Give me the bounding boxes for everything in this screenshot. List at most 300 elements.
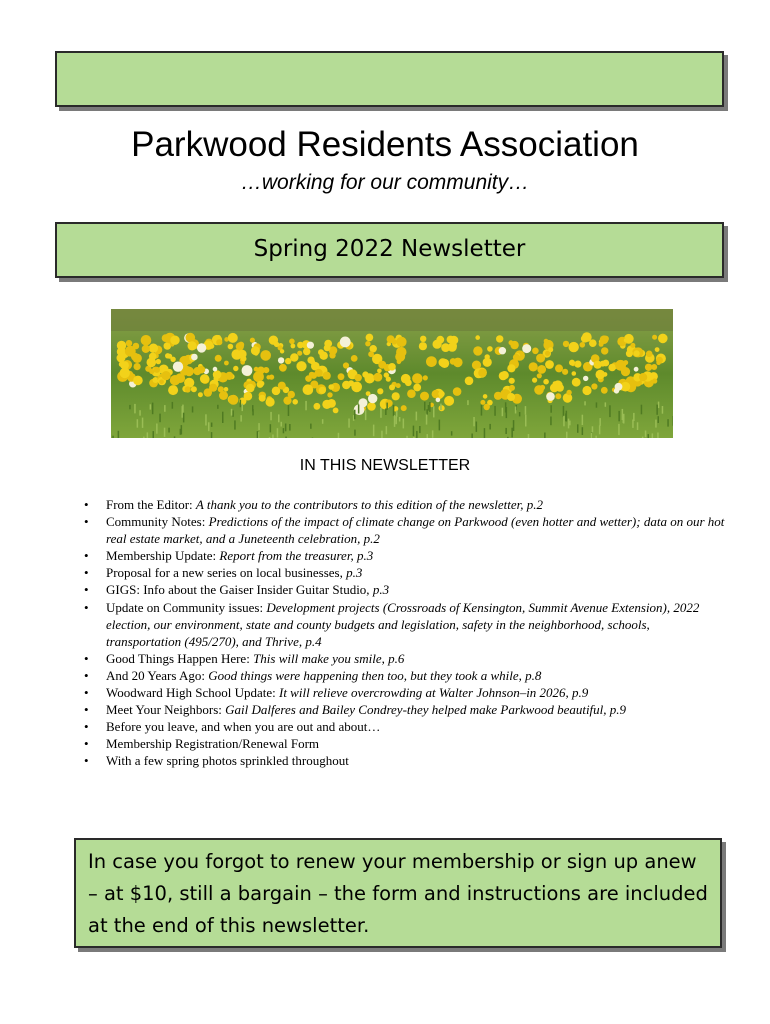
daffodil-blossom (499, 347, 506, 354)
daffodil-blossom (366, 334, 374, 342)
daffodil-blossom (634, 350, 640, 356)
grass-blade (622, 409, 624, 420)
grass-blade (182, 406, 184, 418)
daffodil-blossom (329, 352, 335, 358)
grass-blade (502, 408, 504, 417)
grass-blade (596, 402, 598, 407)
daffodil-blossom (121, 361, 129, 369)
daffodil-blossom (291, 344, 296, 349)
toc-item-detail: This will make you smile, p.6 (253, 650, 405, 666)
toc-item-lead: Community Notes: (106, 514, 209, 530)
daffodil-blossom (228, 344, 234, 350)
grass-blade (655, 420, 657, 428)
grass-blade (288, 405, 290, 416)
issue-title: Spring 2022 Newsletter (253, 236, 526, 262)
toc-list (80, 496, 726, 770)
daffodil-blossom (580, 342, 586, 348)
daffodil-blossom (438, 391, 444, 397)
grass-blade (618, 411, 620, 421)
toc-item (106, 581, 726, 598)
grass-blade (505, 428, 507, 434)
toc-item-detail: Predictions of the impact of climate change on Parkwood (even hotter and wetter); data on our hot real estate market, and a Juneteenth celebration, p.2 (106, 514, 725, 547)
daffodil-blossom (507, 364, 515, 372)
daffodil-blossom (263, 367, 269, 373)
grass-blade (234, 420, 236, 429)
daffodil-blossom (483, 394, 488, 399)
daffodil-blossom (384, 372, 389, 377)
daffodil-blossom (133, 343, 140, 350)
daffodil-blossom (319, 387, 326, 394)
daffodil-blossom (318, 349, 324, 355)
daffodil-blossom (185, 386, 191, 392)
grass-blade (641, 405, 643, 415)
grass-blade (656, 405, 658, 415)
grass-blade (673, 416, 674, 426)
daffodil-blossom (314, 403, 321, 410)
daffodil-blossom (200, 374, 209, 383)
daffodil-blossom (170, 336, 179, 345)
grass-blade (399, 417, 401, 422)
grass-blade (591, 433, 593, 438)
daffodil-blossom (529, 362, 538, 371)
toc-item-detail: Gail Dalferes and Bailey Condrey-they helped make Parkwood beautiful, p.9 (225, 702, 627, 718)
grass-blade (386, 426, 388, 434)
daffodil-blossom (213, 367, 218, 372)
daffodil-blossom (292, 399, 298, 405)
grass-blade (183, 413, 185, 423)
page-title: Parkwood Residents Association (131, 125, 639, 164)
daffodil-blossom (296, 361, 306, 371)
daffodil-blossom (509, 378, 515, 384)
daffodil-blossom (188, 341, 197, 350)
grass-blade (595, 436, 597, 438)
daffodil-blossom (563, 341, 569, 347)
daffodil-blossom (473, 346, 482, 355)
grass-blade (386, 403, 388, 410)
grass-blade (550, 417, 552, 426)
toc-item-lead: Membership Update: (106, 548, 220, 564)
grass-blade (232, 410, 234, 416)
grass-blade (354, 410, 356, 420)
toc-item-detail: Report from the treasurer, p.3 (219, 548, 374, 564)
daffodil-blossom (254, 367, 259, 372)
daffodil-blossom (603, 336, 609, 342)
daffodil-blossom (225, 372, 233, 380)
daffodil-blossom (509, 385, 515, 391)
grass-blade (393, 405, 395, 416)
daffodil-blossom (401, 374, 411, 384)
daffodil-blossom (419, 342, 427, 350)
toc-item-lead: Good Things Happen Here: (106, 650, 254, 666)
grass-blade (494, 406, 496, 416)
daffodil-blossom (224, 387, 229, 392)
toc-item-lead: Before you leave, and when you are out and about… (106, 719, 381, 735)
toc-item-lead: GIGS: Info about the Gaiser Insider Guitar Studio, (106, 582, 373, 598)
daffodil-blossom (250, 338, 255, 343)
daffodil-blossom (550, 384, 559, 393)
daffodil-blossom (351, 355, 358, 362)
grass-blade (112, 436, 114, 438)
daffodil-blossom (159, 380, 164, 385)
grass-blade (137, 419, 139, 428)
daffodil-blossom (465, 377, 474, 386)
daffodil-blossom (279, 364, 287, 372)
grass-blade (211, 423, 213, 427)
toc-item-lead: Membership Registration/Renewal Form (106, 736, 320, 752)
grass-blade (205, 414, 207, 425)
toc-heading: IN THIS NEWSLETTER (299, 457, 471, 474)
daffodil-blossom (532, 378, 537, 383)
daffodil-blossom (555, 393, 561, 399)
toc-item (106, 547, 726, 564)
grass-blade (174, 436, 176, 438)
grass-blade (159, 414, 161, 423)
grass-blade (440, 404, 442, 410)
daffodil-blossom (377, 369, 382, 374)
grass-blade (599, 418, 601, 426)
toc-item-lead: Proposal for a new series on local businesses, (106, 565, 347, 581)
grass-blade (380, 408, 382, 418)
toc-item (106, 564, 726, 581)
daffodil-blossom (444, 396, 454, 406)
daffodil-blossom (303, 384, 314, 395)
daffodil-blossom (536, 354, 545, 363)
daffodil-blossom (154, 367, 160, 373)
grass-blade (428, 405, 430, 411)
daffodil-blossom (412, 373, 422, 383)
daffodil-blossom (280, 349, 284, 353)
daffodil-blossom (555, 364, 563, 372)
toc-item-detail: Development projects (Crossroads of Kensington, Summit Avenue Extension), 2022 election, our environment, state and county budgets and legislation, safety in the neighborhood, schools, transportation (495/270), and Thrive, p.4 (106, 599, 700, 649)
toc-item (106, 650, 726, 667)
grass-blade (172, 402, 174, 409)
daffodil-blossom (396, 337, 406, 347)
toc-item (106, 701, 726, 718)
tagline: …working for our community… (240, 171, 530, 194)
daffodil-blossom (392, 392, 400, 400)
daffodil-blossom (162, 371, 171, 380)
grass-blade (645, 431, 647, 438)
grass-blade (278, 414, 280, 422)
grass-blade (139, 410, 141, 416)
daffodil-blossom (285, 358, 291, 364)
grass-blade (507, 437, 509, 438)
grass-blade (258, 423, 260, 430)
daffodil-blossom (355, 374, 362, 381)
grass-blade (348, 419, 350, 428)
daffodil-blossom (426, 356, 437, 367)
grass-blade (667, 419, 669, 426)
grass-blade (605, 402, 607, 406)
daffodil-blossom (368, 394, 377, 403)
grass-blade (568, 419, 570, 429)
daffodil-blossom (507, 393, 515, 401)
daffodil-blossom (266, 397, 275, 406)
daffodil-blossom (338, 373, 345, 380)
daffodil-blossom (646, 351, 653, 358)
toc-item-detail: p.3 (346, 565, 363, 581)
daffodil-blossom (615, 360, 626, 371)
grass-blade (257, 431, 259, 438)
daffodil-blossom (297, 351, 302, 356)
grass-blade (354, 430, 356, 436)
daffodil-blossom (374, 373, 383, 382)
daffodil-blossom (149, 369, 154, 374)
grass-blade (582, 427, 584, 435)
grass-blade (519, 412, 521, 416)
daffodil-blossom (500, 371, 508, 379)
grass-blade (252, 405, 254, 411)
daffodil-blossom (453, 358, 463, 368)
daffodil-blossom (238, 350, 247, 359)
daffodil-blossom (253, 371, 264, 382)
daffodil-blossom (278, 357, 284, 363)
grass-blade (358, 405, 360, 414)
toc-item-lead: Update on Community issues: (106, 599, 267, 615)
grass-blade (192, 406, 194, 412)
daffodil-blossom (228, 395, 238, 405)
daffodil-blossom (450, 336, 459, 345)
daffodil-blossom (191, 386, 197, 392)
grass-blade (476, 422, 478, 432)
daffodil-blossom (656, 360, 661, 365)
toc-item (106, 667, 726, 684)
daffodil-blossom (510, 341, 518, 349)
daffodil-blossom (303, 348, 310, 355)
daffodil-blossom (278, 382, 286, 390)
daffodil-blossom (545, 360, 554, 369)
daffodil-blossom (487, 346, 493, 352)
daffodil-blossom (420, 392, 429, 401)
grass-blade (403, 419, 405, 429)
toc-item-detail: It will relieve overcrowding at Walter Johnson–in 2026, p.9 (278, 685, 589, 701)
daffodil-blossom (562, 369, 568, 375)
daffodil-blossom (310, 372, 317, 379)
daffodil-blossom (546, 392, 555, 401)
daffodil-blossom (257, 381, 264, 388)
grass-blade (544, 433, 546, 439)
daffodil-blossom (566, 390, 571, 395)
daffodil-blossom (388, 363, 396, 371)
daffodil-blossom (324, 345, 331, 352)
toc-item-lead: With a few spring photos sprinkled throughout (106, 753, 349, 769)
daffodil-blossom (149, 344, 158, 353)
daffodil-blossom (472, 361, 481, 370)
daffodil-blossom (537, 365, 546, 374)
daffodil-blossom (630, 343, 635, 348)
daffodil-blossom (260, 350, 271, 361)
grass-blade (305, 401, 307, 410)
daffodil-blossom (389, 384, 395, 390)
daffodil-blossom (572, 371, 577, 376)
daffodil-blossom (608, 364, 616, 372)
grass-blade (281, 422, 283, 427)
daffodil-blossom (213, 370, 222, 379)
daffodil-blossom (583, 376, 588, 381)
daffodil-blossom (168, 385, 178, 395)
grass-blade (429, 402, 431, 412)
grass-blade (285, 424, 287, 432)
grass-blade (432, 430, 434, 437)
grass-blade (426, 414, 428, 425)
daffodil-blossom (343, 362, 349, 368)
grass-blade (515, 407, 517, 414)
grass-blade (566, 432, 568, 438)
daffodil-blossom (193, 367, 201, 375)
daffodil-blossom (453, 387, 462, 396)
grass-blade (270, 424, 272, 432)
grass-blade (563, 406, 565, 417)
grass-blade (550, 405, 552, 413)
daffodil-blossom (233, 366, 238, 371)
daffodil-blossom (378, 361, 386, 369)
grass-blade (648, 434, 650, 438)
grass-blade (419, 426, 421, 433)
daffodil-blossom (377, 388, 383, 394)
grass-blade (277, 428, 279, 438)
grass-blade (467, 400, 469, 405)
grass-blade (164, 428, 166, 437)
grass-blade (143, 437, 145, 438)
daffodil-blossom (246, 384, 255, 393)
grass-blade (528, 434, 530, 438)
daffodil-blossom (307, 342, 314, 349)
daffodil-blossom (165, 353, 170, 358)
grass-blade (222, 412, 224, 423)
daffodil-blossom (385, 400, 393, 408)
grass-blade (424, 402, 426, 411)
daffodil-blossom (238, 342, 244, 348)
grass-blade (147, 432, 149, 438)
daffodil-blossom (141, 335, 152, 346)
toc-item (106, 735, 726, 752)
grass-blade (270, 412, 272, 420)
grass-blade (489, 424, 491, 430)
grass-blade (242, 404, 244, 412)
grass-blade (285, 437, 287, 438)
grass-blade (569, 421, 571, 426)
grass-blade (152, 403, 154, 415)
daffodil-blossom (242, 365, 253, 376)
daffodil-blossom (197, 343, 206, 352)
grass-blade (566, 411, 568, 421)
daffodil-blossom (340, 337, 351, 348)
grass-blade (513, 420, 515, 431)
grass-blade (481, 405, 483, 416)
daffodil-blossom (596, 370, 605, 379)
grass-blade (662, 406, 664, 414)
grass-blade (563, 416, 565, 427)
grass-blade (373, 425, 375, 437)
grass-blade (413, 437, 415, 438)
daffodil-blossom (537, 373, 542, 378)
grass-blade (394, 415, 396, 427)
daffodil-blossom (198, 392, 203, 397)
daffodil-blossom (423, 375, 428, 380)
grass-blade (592, 426, 594, 432)
daffodil-blossom (658, 334, 668, 344)
grass-blade (426, 409, 428, 414)
daffodil-blossom (652, 335, 657, 340)
toc-item-detail: Good things were happening then too, but they took a while, p.8 (208, 667, 542, 683)
daffodil-blossom (147, 358, 157, 368)
grass-blade (473, 417, 475, 426)
grass-blade (609, 405, 611, 417)
daffodil-blossom (602, 360, 609, 367)
grass-blade (310, 424, 312, 429)
grass-blade (269, 437, 271, 438)
daffodil-blossom (209, 384, 217, 392)
daffodil-blossom (328, 403, 332, 407)
daffodil-blossom (367, 402, 376, 411)
grass-blade (208, 422, 210, 431)
daffodil-blossom (601, 387, 608, 394)
grass-blade (164, 405, 166, 412)
daffodil-blossom (655, 347, 660, 352)
grass-blade (129, 405, 131, 409)
daffodil-blossom (440, 359, 449, 368)
daffodil-blossom (534, 385, 544, 395)
daffodil-blossom (475, 335, 480, 340)
daffodil-blossom (290, 353, 298, 361)
grass-blade (381, 431, 383, 438)
toc-item-lead: Woodward High School Update: (106, 685, 279, 701)
daffodil-blossom (436, 398, 441, 403)
daffodil-blossom (582, 332, 592, 342)
grass-blade (240, 400, 242, 408)
grass-blade (322, 419, 324, 424)
grass-blade (338, 433, 340, 438)
renewal-callout (74, 838, 722, 948)
grass-blade (637, 422, 639, 430)
daffodil-blossom (186, 333, 196, 343)
daffodil-blossom (594, 361, 602, 369)
daffodil-blossom (191, 354, 198, 361)
daffodil-blossom (134, 363, 141, 370)
top-banner (55, 51, 724, 107)
grass-blade (142, 418, 144, 428)
daffodil-blossom (251, 346, 260, 355)
daffodil-blossom (274, 342, 279, 347)
daffodil-blossom (266, 375, 270, 379)
daffodil-blossom (216, 335, 220, 339)
daffodil-blossom (216, 339, 222, 345)
toc-item-lead: Meet Your Neighbors: (106, 702, 226, 718)
daffodil-blossom (569, 360, 575, 366)
daffodil-blossom (215, 355, 222, 362)
grass-blade (153, 431, 155, 438)
grass-blade (272, 435, 274, 439)
daffodil-blossom (289, 339, 295, 345)
daffodil-blossom (494, 392, 502, 400)
daffodil-photo (111, 309, 673, 438)
daffodil-blossom (370, 345, 377, 352)
daffodil-blossom (323, 372, 331, 380)
daffodil-blossom (420, 336, 426, 342)
toc-item (106, 496, 726, 513)
grass-blade (439, 420, 441, 431)
grass-blade (231, 409, 233, 416)
issue-banner (55, 222, 724, 278)
daffodil-blossom (626, 350, 633, 357)
grass-blade (283, 428, 285, 433)
grass-blade (511, 428, 513, 438)
grass-blade (180, 429, 182, 435)
daffodil-blossom (407, 389, 416, 398)
daffodil-blossom (244, 392, 253, 401)
grass-blade (396, 416, 398, 424)
daffodil-blossom (569, 342, 579, 352)
